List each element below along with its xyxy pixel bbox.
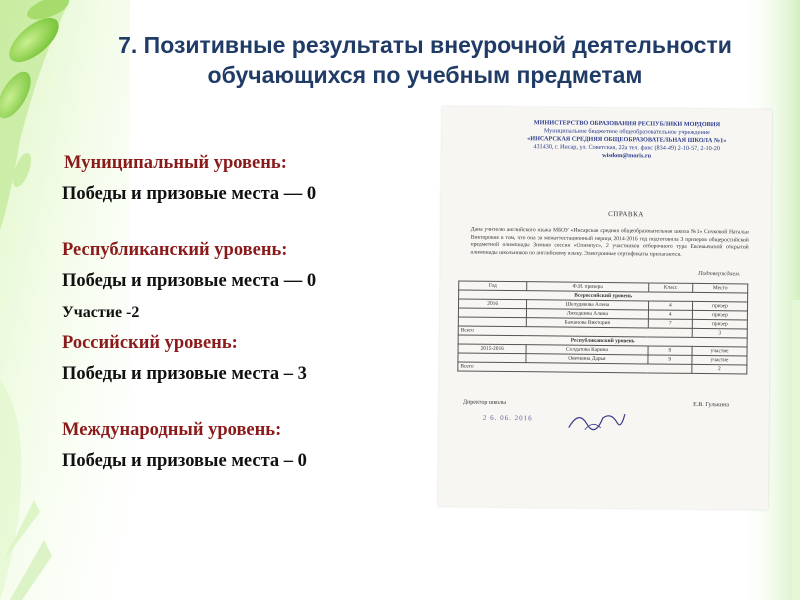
slide-title-line-1: 7. Позитивные результаты внеурочной деятельности bbox=[118, 32, 732, 58]
table-cell: 9 bbox=[648, 346, 693, 355]
table-cell: Шелудякова Алена bbox=[527, 300, 648, 310]
table-cell: Всего bbox=[458, 362, 692, 373]
table-cell: участие bbox=[692, 346, 747, 356]
results-list bbox=[62, 148, 422, 477]
table-section-republic: Республиканский уровень bbox=[458, 335, 747, 347]
doc-confirm-note: Подтверждаем. bbox=[698, 270, 741, 278]
table-cell: 4 bbox=[648, 310, 693, 319]
table-cell: Лиходкина Алина bbox=[527, 309, 648, 319]
doc-title: СПРАВКА bbox=[608, 210, 644, 219]
table-cell: призер bbox=[692, 310, 747, 320]
table-cell: Всего bbox=[458, 326, 692, 337]
republic-level-result: Победы и призовые места — 0 bbox=[62, 271, 317, 291]
table-cell: 2 bbox=[692, 364, 747, 374]
table-total-row bbox=[458, 362, 747, 374]
doc-header-address: 431430, г. Инсар, ул. Советская, 22а тел. факс (834-49) 2-10-57, 2-10-20 bbox=[533, 143, 721, 153]
table-cell: Бажанова Виктория bbox=[527, 318, 648, 328]
republic-level-label: Республиканский уровень: bbox=[62, 240, 288, 260]
table-header-name: Ф.И. призера bbox=[527, 282, 648, 292]
table-section-all-russian: Всероссийский уровень bbox=[459, 290, 748, 302]
slide-title-line-2: обучающихся по учебным предметам bbox=[207, 62, 643, 88]
table-cell: 3 bbox=[692, 328, 747, 338]
table-cell: 7 bbox=[648, 319, 693, 328]
doc-director-name: Е.В. Гулькина bbox=[693, 401, 730, 409]
doc-header-school: «ИНСАРСКАЯ СРЕДНЯЯ ОБЩЕОБРАЗОВАТЕЛЬНАЯ ШКОЛА №1» bbox=[527, 135, 727, 145]
table-header-place: Место bbox=[693, 283, 748, 293]
table-cell: Солдатова Карина bbox=[526, 345, 647, 355]
municipal-level-result: Победы и призовые места — 0 bbox=[62, 184, 317, 204]
international-level-label: Международный уровень: bbox=[62, 420, 282, 440]
russian-level-label: Российский уровень: bbox=[62, 333, 238, 353]
table-cell: участие bbox=[692, 355, 747, 365]
municipal-level-label: Муниципальный уровень: bbox=[64, 153, 287, 173]
slide-title bbox=[60, 30, 790, 90]
signature-scribble-icon bbox=[567, 408, 627, 435]
russian-level-result: Победы и призовые места – 3 bbox=[62, 364, 307, 384]
table-cell: призер bbox=[693, 301, 748, 311]
doc-date-stamp: 2 6. 06. 2016 bbox=[482, 413, 533, 423]
international-level-result: Победы и призовые места – 0 bbox=[62, 451, 307, 471]
table-cell: 9 bbox=[648, 355, 693, 364]
table-cell: 4 bbox=[648, 301, 693, 310]
doc-header-ministry: МИНИСТЕРСТВО ОБРАЗОВАНИЯ РЕСПУБЛИКИ МОРДОВИЯ bbox=[533, 119, 721, 129]
doc-header-email: wisdom@moris.ru bbox=[602, 151, 652, 160]
doc-header-institution: Муниципальное бюджетное общеобразовательное учреждение bbox=[543, 127, 710, 137]
table-header-grade: Класс bbox=[648, 283, 693, 292]
doc-director-label: Директор школы bbox=[462, 399, 507, 406]
republic-level-participation: Участие -2 bbox=[62, 304, 140, 321]
table-cell: 2016 bbox=[458, 299, 526, 309]
table-cell: 2015-2016 bbox=[458, 344, 526, 354]
table-cell: призер bbox=[692, 319, 747, 329]
certificate-document bbox=[438, 106, 772, 509]
doc-body-text: Дана учителю английского языка МБОУ «Инсарская средняя общеобразовательная школа №1» Сичковой Натальи Викторовне в том, что она за межаттестационный период 2014-2016 год подготовила 3 призеров общероссийской предметной олимпиады Зимняя сессия «Олимпус», 2 участников отборочного тура Евсевьевской открытой олимпиады школьников по английскому языку. Электронные сертификаты прилагаются. bbox=[470, 226, 749, 258]
table-cell: Овечкина Дарья bbox=[526, 354, 647, 364]
table-header-year: Год bbox=[459, 281, 527, 291]
doc-results-table bbox=[457, 280, 748, 374]
